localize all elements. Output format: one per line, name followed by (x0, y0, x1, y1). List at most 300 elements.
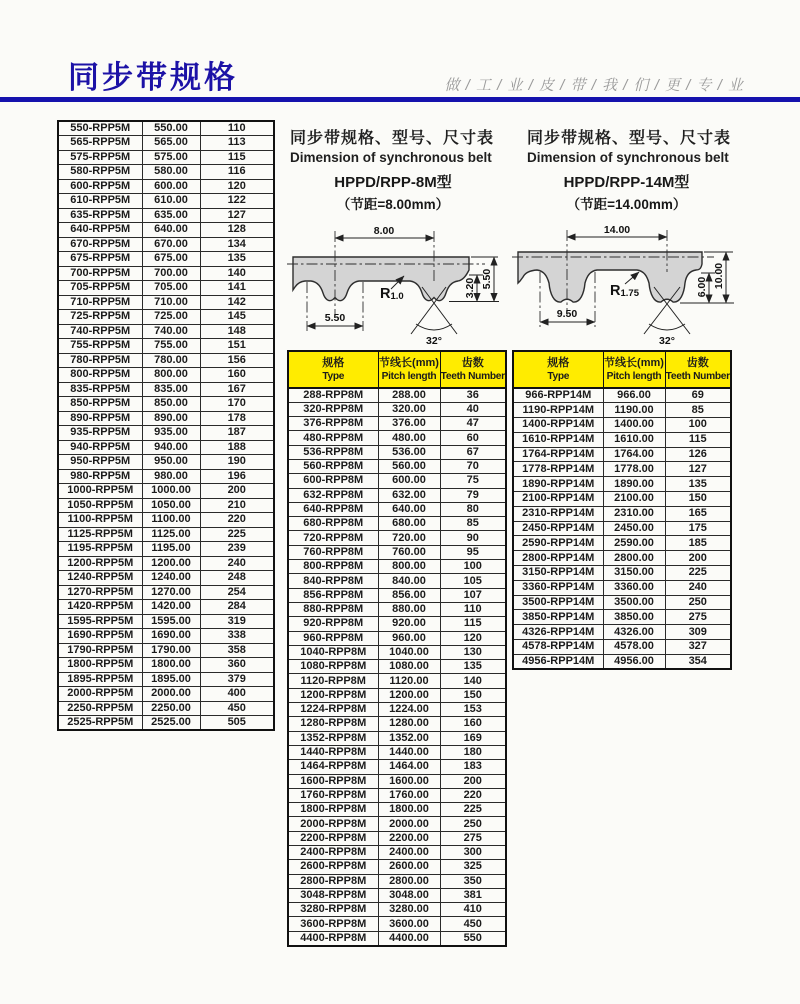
table-row (58, 237, 274, 252)
table-cell: 319 (200, 614, 274, 629)
table-cell: 536-RPP8M (288, 445, 378, 459)
table-cell: 450 (440, 917, 506, 931)
table-row (288, 488, 506, 502)
table-cell: 150 (440, 688, 506, 702)
table-cell: 550.00 (142, 121, 200, 136)
table-row (513, 654, 731, 669)
table-cell: 75 (440, 474, 506, 488)
table-cell: 180 (440, 745, 506, 759)
table-row (288, 588, 506, 602)
table-cell: 2590.00 (603, 536, 665, 551)
table-cell: 141 (200, 281, 274, 296)
belt-profile-diagram-14m (512, 224, 739, 346)
table-cell: 960.00 (378, 631, 440, 645)
table-cell: 100 (440, 560, 506, 574)
table-cell: 1800.00 (378, 803, 440, 817)
table-row (58, 368, 274, 383)
table-row (288, 431, 506, 445)
table-row (513, 418, 731, 433)
table-cell: 1790.00 (142, 643, 200, 658)
tooth-height-label: 6.00 (696, 276, 708, 298)
table-row (288, 517, 506, 531)
table-cell: 1595-RPP5M (58, 614, 142, 629)
table-cell: 705-RPP5M (58, 281, 142, 296)
table-row (58, 208, 274, 223)
table-cell: 188 (200, 440, 274, 455)
header-row (288, 351, 506, 388)
table-cell: 379 (200, 672, 274, 687)
table-cell: 200 (440, 774, 506, 788)
table-row (58, 600, 274, 615)
table-cell: 675.00 (142, 252, 200, 267)
table-cell: 675-RPP5M (58, 252, 142, 267)
table-cell: 239 (200, 542, 274, 557)
table-cell: 1600.00 (378, 774, 440, 788)
table-cell: 1280-RPP8M (288, 717, 378, 731)
page-title: 同步带规格 (68, 60, 238, 95)
table-cell: 153 (440, 703, 506, 717)
section-title-en: Dimension of synchronous belt (527, 150, 729, 165)
table-cell: 3500.00 (603, 595, 665, 610)
table-cell: 220 (440, 788, 506, 802)
table-row (288, 703, 506, 717)
table-cell: 1895.00 (142, 672, 200, 687)
table-row (513, 432, 731, 447)
table-cell: 120 (440, 631, 506, 645)
table-cell: 70 (440, 459, 506, 473)
table-cell: 450 (200, 701, 274, 716)
table-cell: 309 (665, 625, 731, 640)
table-cell: 720.00 (378, 531, 440, 545)
table-row (58, 150, 274, 165)
table-row (58, 455, 274, 470)
rpp14m-spec-table (512, 350, 732, 670)
table-cell: 1100.00 (142, 513, 200, 528)
section-title-14m (527, 125, 731, 165)
table-cell: 760.00 (378, 545, 440, 559)
table-row (58, 223, 274, 238)
table-row (288, 474, 506, 488)
table-cell: 1420-RPP5M (58, 600, 142, 615)
table-cell: 600.00 (378, 474, 440, 488)
table-row (513, 566, 731, 581)
table-cell: 128 (200, 223, 274, 238)
table-row (58, 716, 274, 731)
table-cell: 2525.00 (142, 716, 200, 731)
table-row (288, 417, 506, 431)
table-cell: 2600-RPP8M (288, 860, 378, 874)
table-cell: 1040.00 (378, 645, 440, 659)
table-cell: 1464.00 (378, 760, 440, 774)
table-cell: 950-RPP5M (58, 455, 142, 470)
table-row (513, 506, 731, 521)
col-teeth-number: 齿数 Teeth Number (665, 351, 731, 388)
table-cell: 1190-RPP14M (513, 403, 603, 418)
table-cell: 850.00 (142, 397, 200, 412)
table-cell: 250 (665, 595, 731, 610)
table-cell: 150 (665, 492, 731, 507)
table-cell: 320-RPP8M (288, 402, 378, 416)
table-row (288, 602, 506, 616)
table-cell: 1050-RPP5M (58, 498, 142, 513)
table-cell: 1200.00 (378, 688, 440, 702)
table-cell: 1895-RPP5M (58, 672, 142, 687)
table-cell: 320.00 (378, 402, 440, 416)
table-cell: 835-RPP5M (58, 382, 142, 397)
table-cell: 880-RPP8M (288, 602, 378, 616)
table-row (288, 388, 506, 402)
model-name-8m: HPPD/RPP-8M型 (334, 174, 452, 191)
table-cell: 2000.00 (378, 817, 440, 831)
table-cell: 4326-RPP14M (513, 625, 603, 640)
table-cell: 4578.00 (603, 640, 665, 655)
table-cell: 725.00 (142, 310, 200, 325)
table-row (288, 674, 506, 688)
table-row (288, 560, 506, 574)
table-cell: 169 (440, 731, 506, 745)
table-row (58, 527, 274, 542)
table-cell: 1800-RPP8M (288, 803, 378, 817)
header-row (513, 351, 731, 388)
table-cell: 275 (440, 831, 506, 845)
table-row (58, 469, 274, 484)
table-row (58, 339, 274, 354)
table-cell: 167 (200, 382, 274, 397)
table-row (288, 860, 506, 874)
table-cell: 920.00 (378, 617, 440, 631)
table-row (288, 774, 506, 788)
table-cell: 4326.00 (603, 625, 665, 640)
pitch-note-8m: （节距=8.00mm） (336, 197, 450, 212)
table-cell: 1270-RPP5M (58, 585, 142, 600)
table-cell: 980-RPP5M (58, 469, 142, 484)
col-pitch-length: 节线长(mm) Pitch length (378, 351, 440, 388)
table-cell: 800.00 (378, 560, 440, 574)
table-cell: 187 (200, 426, 274, 441)
table-cell: 113 (200, 136, 274, 151)
table-row (288, 717, 506, 731)
rpp5m-spec-table (57, 120, 275, 731)
table-row (288, 917, 506, 931)
tooth-width-label: 5.50 (324, 312, 346, 324)
table-cell: 1040-RPP8M (288, 645, 378, 659)
table-cell: 300 (440, 846, 506, 860)
table-cell: 640.00 (142, 223, 200, 238)
table-cell: 145 (200, 310, 274, 325)
table-row (58, 658, 274, 673)
table-row (58, 643, 274, 658)
table-cell: 505 (200, 716, 274, 731)
table-row (288, 502, 506, 516)
table-cell: 1760-RPP8M (288, 788, 378, 802)
table-cell: 2100-RPP14M (513, 492, 603, 507)
table-cell: 140 (440, 674, 506, 688)
table-row (58, 498, 274, 513)
table-cell: 4956-RPP14M (513, 654, 603, 669)
table-cell: 710-RPP5M (58, 295, 142, 310)
table-row (58, 585, 274, 600)
table-cell: 4400.00 (378, 931, 440, 945)
table-cell: 635-RPP5M (58, 208, 142, 223)
table-cell: 1080.00 (378, 660, 440, 674)
table-cell: 2250.00 (142, 701, 200, 716)
table-cell: 156 (200, 353, 274, 368)
table-cell: 4956.00 (603, 654, 665, 669)
table-cell: 115 (200, 150, 274, 165)
table-cell: 354 (665, 654, 731, 669)
table-cell: 760-RPP8M (288, 545, 378, 559)
table-cell: 105 (440, 574, 506, 588)
table-cell: 376.00 (378, 417, 440, 431)
rpp14m-table-body (513, 388, 731, 669)
table-cell: 3850-RPP14M (513, 610, 603, 625)
table-cell: 1778.00 (603, 462, 665, 477)
table-cell: 680.00 (378, 517, 440, 531)
table-cell: 2250-RPP5M (58, 701, 142, 716)
table-cell: 1224-RPP8M (288, 703, 378, 717)
table-row (58, 281, 274, 296)
table-cell: 69 (665, 388, 731, 403)
table-cell: 700-RPP5M (58, 266, 142, 281)
table-cell: 580.00 (142, 165, 200, 180)
table-cell: 80 (440, 502, 506, 516)
table-cell: 1050.00 (142, 498, 200, 513)
table-row (288, 688, 506, 702)
model-name-14m: HPPD/RPP-14M型 (563, 174, 690, 191)
table-cell: 560-RPP8M (288, 459, 378, 473)
table-cell: 381 (440, 888, 506, 902)
table-row (288, 874, 506, 888)
table-cell: 1240.00 (142, 571, 200, 586)
table-cell: 190 (200, 455, 274, 470)
table-cell: 325 (440, 860, 506, 874)
table-row (288, 445, 506, 459)
table-cell: 835.00 (142, 382, 200, 397)
table-row (58, 426, 274, 441)
table-row (513, 640, 731, 655)
table-cell: 127 (200, 208, 274, 223)
table-cell: 635.00 (142, 208, 200, 223)
table-cell: 60 (440, 431, 506, 445)
rpp8m-table-body (288, 388, 506, 946)
table-cell: 3850.00 (603, 610, 665, 625)
table-cell: 134 (200, 237, 274, 252)
table-row (58, 353, 274, 368)
table-cell: 107 (440, 588, 506, 602)
table-cell: 1200-RPP5M (58, 556, 142, 571)
table-cell: 142 (200, 295, 274, 310)
table-row (513, 492, 731, 507)
table-cell: 856.00 (378, 588, 440, 602)
table-cell: 130 (440, 645, 506, 659)
table-cell: 840-RPP8M (288, 574, 378, 588)
table-row (288, 803, 506, 817)
table-cell: 740-RPP5M (58, 324, 142, 339)
table-cell: 47 (440, 417, 506, 431)
table-cell: 560.00 (378, 459, 440, 473)
table-cell: 550 (440, 931, 506, 945)
table-cell: 160 (440, 717, 506, 731)
table-cell: 600-RPP5M (58, 179, 142, 194)
table-cell: 225 (200, 527, 274, 542)
table-cell: 1200.00 (142, 556, 200, 571)
table-row (288, 660, 506, 674)
table-cell: 1778-RPP14M (513, 462, 603, 477)
table-cell: 2800-RPP14M (513, 551, 603, 566)
header-slogan: 做 / 工 / 业 / 皮 / 带 / 我 / 们 / 更 / 专 / 业 (444, 77, 744, 94)
table-row (288, 831, 506, 845)
table-cell: 740.00 (142, 324, 200, 339)
table-cell: 1400.00 (603, 418, 665, 433)
table-row (58, 382, 274, 397)
table-cell: 2200.00 (378, 831, 440, 845)
table-cell: 480-RPP8M (288, 431, 378, 445)
table-cell: 1790-RPP5M (58, 643, 142, 658)
table-cell: 2200-RPP8M (288, 831, 378, 845)
table-row (288, 817, 506, 831)
table-cell: 755-RPP5M (58, 339, 142, 354)
table-cell: 580-RPP5M (58, 165, 142, 180)
table-cell: 1440.00 (378, 745, 440, 759)
table-row (513, 595, 731, 610)
table-row (288, 531, 506, 545)
table-cell: 755.00 (142, 339, 200, 354)
table-row (288, 631, 506, 645)
table-row (58, 266, 274, 281)
table-cell: 183 (440, 760, 506, 774)
table-cell: 632.00 (378, 488, 440, 502)
table-cell: 2450-RPP14M (513, 521, 603, 536)
table-cell: 800-RPP5M (58, 368, 142, 383)
table-row (58, 136, 274, 151)
table-cell: 1125.00 (142, 527, 200, 542)
table-cell: 710.00 (142, 295, 200, 310)
section-title-8m (290, 125, 494, 165)
radius-label: R1.0 (380, 286, 404, 302)
table-cell: 126 (665, 447, 731, 462)
table-cell: 1690-RPP5M (58, 629, 142, 644)
table-row (288, 745, 506, 759)
table-cell: 2800.00 (603, 551, 665, 566)
table-cell: 1280.00 (378, 717, 440, 731)
table-cell: 780.00 (142, 353, 200, 368)
section-title-cn: 同步带规格、型号、尺寸表 (527, 130, 732, 147)
table-cell: 3048.00 (378, 888, 440, 902)
table-row (58, 179, 274, 194)
table-cell: 1764.00 (603, 447, 665, 462)
table-cell: 95 (440, 545, 506, 559)
table-cell: 248 (200, 571, 274, 586)
section-title-cn: 同步带规格、型号、尺寸表 (290, 130, 495, 147)
table-cell: 1440-RPP8M (288, 745, 378, 759)
table-row (288, 617, 506, 631)
table-cell: 890-RPP5M (58, 411, 142, 426)
table-cell: 225 (665, 566, 731, 581)
table-cell: 1224.00 (378, 703, 440, 717)
table-cell: 240 (200, 556, 274, 571)
table-cell: 350 (440, 874, 506, 888)
table-cell: 2600.00 (378, 860, 440, 874)
table-cell: 670.00 (142, 237, 200, 252)
table-cell: 680-RPP8M (288, 517, 378, 531)
table-row (58, 513, 274, 528)
table-cell: 3280.00 (378, 903, 440, 917)
table-cell: 880.00 (378, 602, 440, 616)
table-cell: 670-RPP5M (58, 237, 142, 252)
table-cell: 170 (200, 397, 274, 412)
table-cell: 85 (440, 517, 506, 531)
table-cell: 840.00 (378, 574, 440, 588)
table-cell: 3600-RPP8M (288, 917, 378, 931)
table-cell: 800-RPP8M (288, 560, 378, 574)
table-cell: 1000.00 (142, 484, 200, 499)
table-cell: 1120.00 (378, 674, 440, 688)
table-cell: 85 (665, 403, 731, 418)
col-type: 规格 Type (288, 351, 378, 388)
table-row (288, 574, 506, 588)
table-cell: 1610-RPP14M (513, 432, 603, 447)
table-cell: 210 (200, 498, 274, 513)
table-cell: 1200-RPP8M (288, 688, 378, 702)
table-cell: 127 (665, 462, 731, 477)
table-cell: 327 (665, 640, 731, 655)
rpp14m-table-header (513, 351, 731, 388)
table-cell: 135 (200, 252, 274, 267)
table-cell: 40 (440, 402, 506, 416)
table-cell: 1595.00 (142, 614, 200, 629)
table-row (288, 788, 506, 802)
table-cell: 966.00 (603, 388, 665, 403)
table-cell: 1764-RPP14M (513, 447, 603, 462)
table-cell: 640-RPP5M (58, 223, 142, 238)
table-cell: 480.00 (378, 431, 440, 445)
angle-arc (416, 324, 452, 330)
table-cell: 225 (440, 803, 506, 817)
tooth-width-label: 9.50 (556, 308, 578, 320)
table-row (288, 545, 506, 559)
table-cell: 1270.00 (142, 585, 200, 600)
table-row (513, 536, 731, 551)
table-cell: 115 (665, 432, 731, 447)
table-cell: 115 (440, 617, 506, 631)
table-row (288, 903, 506, 917)
table-cell: 1352-RPP8M (288, 731, 378, 745)
table-cell: 890.00 (142, 411, 200, 426)
table-cell: 935.00 (142, 426, 200, 441)
table-cell: 400 (200, 687, 274, 702)
table-row (58, 411, 274, 426)
table-cell: 940-RPP5M (58, 440, 142, 455)
table-row (513, 403, 731, 418)
table-cell: 196 (200, 469, 274, 484)
table-cell: 116 (200, 165, 274, 180)
table-cell: 705.00 (142, 281, 200, 296)
table-cell: 4578-RPP14M (513, 640, 603, 655)
table-cell: 1610.00 (603, 432, 665, 447)
table-cell: 148 (200, 324, 274, 339)
table-cell: 3150.00 (603, 566, 665, 581)
table-cell: 780-RPP5M (58, 353, 142, 368)
table-cell: 284 (200, 600, 274, 615)
pitch-note-14m: （节距=14.00mm） (566, 197, 687, 212)
table-cell: 720-RPP8M (288, 531, 378, 545)
rpp5m-table-body (58, 121, 274, 730)
table-cell: 67 (440, 445, 506, 459)
table-cell: 4400-RPP8M (288, 931, 378, 945)
table-cell: 220 (200, 513, 274, 528)
table-cell: 1600-RPP8M (288, 774, 378, 788)
table-cell: 640-RPP8M (288, 502, 378, 516)
